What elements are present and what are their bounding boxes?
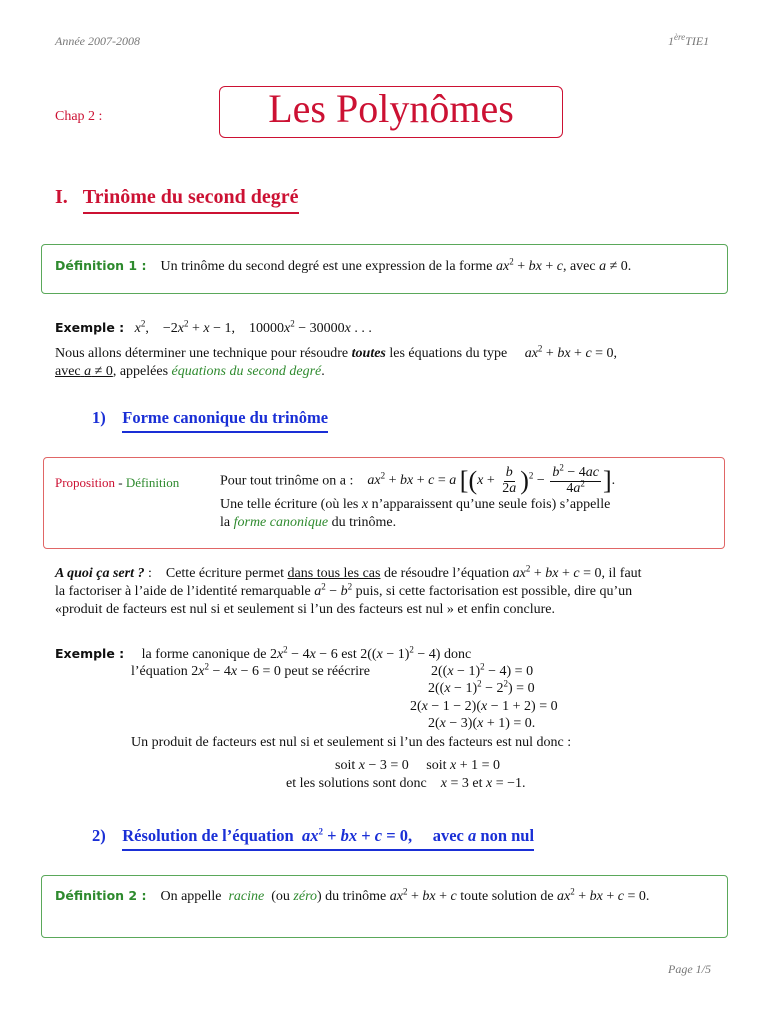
example-2-line-2: l’équation $2x^2 - 4x - 6 = 0$ peut se réécrire xyxy=(131,661,370,679)
subsection-1-title: 1) Forme canonique du trinôme xyxy=(92,408,328,428)
definition-2: Définition 2 : On appelle racine (ou zéro) du trinôme $ax^2$ + bx + c toute solution de $ax^2$ + bx + c = 0. xyxy=(55,886,650,904)
example-2-line-6: Un produit de facteurs est nul si et seulement si l’un des facteurs est nul donc : xyxy=(131,735,572,750)
equation-step-3: 2(x − 1 − 2)(x − 1 + 2) = 0 xyxy=(410,699,558,714)
example-2-solutions: et les solutions sont donc x = 3 et x = −1. xyxy=(286,776,526,791)
intro-line-1: Nous allons déterminer une technique pour résoudre toutes les équations du type $ax^2$ + bx + c = 0, xyxy=(55,343,618,361)
example-2-cases: soit x − 3 = 0 soit x + 1 = 0 xyxy=(335,758,500,773)
header-class: 1èreTIE1 xyxy=(668,32,710,48)
definition-1: Définition 1 : Un trinôme du second degré est une expression de la forme $ax^2$ + bx + c, avec a ≠ 0. xyxy=(55,256,632,274)
subsection-2-title: 2) Résolution de l’équation $ax^2$ + bx + c = 0, avec a non nul xyxy=(92,826,534,846)
equation-step-4: 2(x − 3)(x + 1) = 0. xyxy=(428,716,536,731)
page-number: Page 1/5 xyxy=(668,962,711,976)
definition-2-box xyxy=(41,875,728,938)
page-title: Les Polynômes xyxy=(268,86,514,131)
chapter-label: Chap 2 : xyxy=(55,109,103,124)
proposition-line-2: Une telle écriture (où les x n’apparaissent qu’une seule fois) s’appelle xyxy=(220,497,611,512)
intro-line-2: avec a ≠ 0, appelées équations du second degré. xyxy=(55,364,325,379)
header-year: Année 2007-2008 xyxy=(55,34,140,48)
section-title: I. Trinôme du second degré xyxy=(55,186,299,209)
usage-line-3: «produit de facteurs est nul si et seulement si l’un des facteurs est nul » et enfin conclure. xyxy=(55,602,555,617)
usage-line-2: la factoriser à l’aide de l’identité remarquable $a^2 - b^2$ puis, si cette factorisation est possible, dire qu’un xyxy=(55,581,633,599)
equation-step-2: $2((x - 1)^2 - 2^2) = 0$ xyxy=(428,678,535,696)
proposition-formula: Pour tout trinôme on a : $ax^2$ + bx + c = a [(x + $\frac{b}{2a}$ )$^2$ − $\frac{b^2 - 4ac}{4a^2}$ ]. xyxy=(220,462,616,496)
example-2-line-1: Exemple : la forme canonique de $2x^2 - 4x - 6$ est $2((x - 1)^2 - 4)$ donc xyxy=(55,644,472,662)
example-1: Exemple : $x^2$, $-2x^2 + x - 1$, $10000x^2 - 30000x$ . . . xyxy=(55,318,372,336)
proposition-label: Proposition - Définition xyxy=(55,475,180,490)
proposition-line-3: la forme canonique du trinôme. xyxy=(220,515,397,530)
equation-step-1: $2((x - 1)^2 - 4) = 0$ xyxy=(431,661,534,679)
usage-line-1: A quoi ça sert ? : Cette écriture permet dans tous les cas de résoudre l’équation $ax^2$ + bx + c = 0, il faut xyxy=(55,563,642,581)
